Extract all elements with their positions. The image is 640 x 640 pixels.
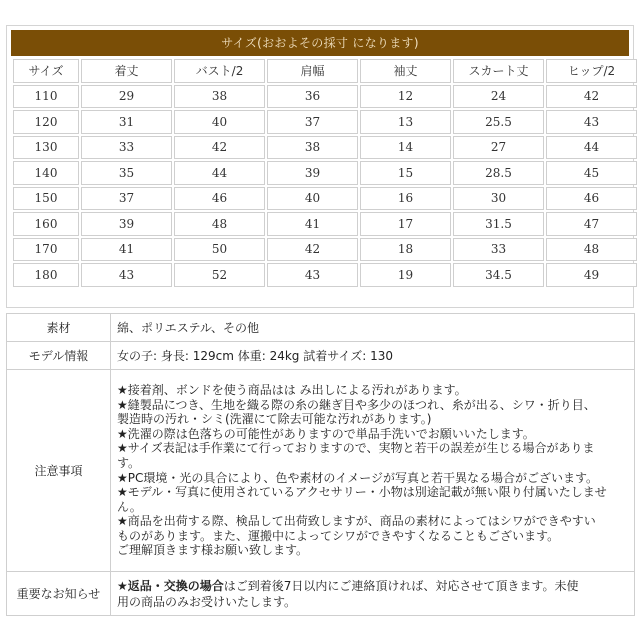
table-cell: 49 <box>546 263 637 287</box>
model-row <box>7 342 635 370</box>
note-line: ★商品を出荷する際、検品して出荷致しますが、商品の素材によってはシワができやすい <box>117 514 596 529</box>
table-cell: 37 <box>81 187 172 211</box>
note-line: ★洗濯の際は色落ちの可能性がありますので単品手洗いでお願いいたします。 <box>117 426 535 441</box>
table-cell: 44 <box>174 161 265 185</box>
important-line <box>117 578 628 594</box>
note-line: ★モデル・写真に使用されているアクセサリー・小物は別途記載が無い限り付属いたしませ <box>117 485 607 500</box>
table-cell: 31 <box>81 110 172 134</box>
table-cell: 35 <box>81 161 172 185</box>
important-row <box>7 572 635 616</box>
table-cell: 44 <box>546 136 637 160</box>
table-cell: 40 <box>174 110 265 134</box>
returns-text: はご到着後7日以内にご連絡頂ければ、対応させて頂きます。未使 <box>223 578 579 593</box>
column-header: 着丈 <box>81 59 172 83</box>
table-cell: 41 <box>81 238 172 262</box>
table-cell: 33 <box>81 136 172 160</box>
table-row <box>13 136 637 160</box>
table-cell: 27 <box>453 136 544 160</box>
table-cell: 25.5 <box>453 110 544 134</box>
table-cell: 17 <box>360 212 451 236</box>
note-line: ★PC環境・光の具合により、色や素材のイメージが写真と若干異なる場合がございます。 <box>117 470 599 485</box>
material-row <box>7 314 635 342</box>
size-cell: 130 <box>13 136 79 160</box>
table-cell: 43 <box>81 263 172 287</box>
table-row <box>13 187 637 211</box>
table-cell: 24 <box>453 85 544 109</box>
model-value: 女の子: 身長: 129cm 体重: 24kg 試着サイズ: 130 <box>111 342 635 370</box>
table-cell: 42 <box>174 136 265 160</box>
table-cell: 39 <box>267 161 358 185</box>
note-line: 製造時の汚れ・シミ(洗濯にて除去可能な汚れがあります。) <box>117 412 432 427</box>
column-header: ヒップ/2 <box>546 59 637 83</box>
table-cell: 46 <box>546 187 637 211</box>
table-cell: 45 <box>546 161 637 185</box>
table-cell: 34.5 <box>453 263 544 287</box>
table-cell: 47 <box>546 212 637 236</box>
important-line: 用の商品のみお受けいたします。 <box>117 594 297 609</box>
table-cell: 38 <box>174 85 265 109</box>
table-cell: 13 <box>360 110 451 134</box>
size-cell: 160 <box>13 212 79 236</box>
table-cell: 29 <box>81 85 172 109</box>
size-cell: 110 <box>13 85 79 109</box>
table-cell: 14 <box>360 136 451 160</box>
note-line: ん。 <box>117 499 142 514</box>
size-cell: 120 <box>13 110 79 134</box>
table-cell: 38 <box>267 136 358 160</box>
table-cell: 43 <box>546 110 637 134</box>
size-cell: 140 <box>13 161 79 185</box>
table-cell: 28.5 <box>453 161 544 185</box>
notes-label: 注意事項 <box>7 370 111 572</box>
size-header-row <box>13 59 637 83</box>
table-row <box>13 110 637 134</box>
table-cell: 50 <box>174 238 265 262</box>
table-cell: 52 <box>174 263 265 287</box>
note-line: ★接着剤、ボンドを使う商品はは み出しによる汚れがあります。 <box>117 382 467 397</box>
table-cell: 46 <box>174 187 265 211</box>
table-row <box>13 238 637 262</box>
model-label: モデル情報 <box>7 342 111 370</box>
note-line: ものがあります。また、運搬中によってシワができやすくなることもございます。 <box>117 528 560 543</box>
note-line: ご理解頂きます様お願い致します。 <box>117 543 309 558</box>
table-cell: 30 <box>453 187 544 211</box>
table-cell: 19 <box>360 263 451 287</box>
important-notice <box>111 574 634 614</box>
table-cell: 16 <box>360 187 451 211</box>
notes-row <box>7 370 635 572</box>
size-grid <box>11 57 639 289</box>
table-cell: 18 <box>360 238 451 262</box>
table-cell: 37 <box>267 110 358 134</box>
table-cell: 15 <box>360 161 451 185</box>
note-line: す。 <box>117 455 141 470</box>
material-label: 素材 <box>7 314 111 342</box>
table-cell: 48 <box>546 238 637 262</box>
product-info-table <box>6 313 635 616</box>
column-header: 袖丈 <box>360 59 451 83</box>
size-cell: 170 <box>13 238 79 262</box>
table-cell: 40 <box>267 187 358 211</box>
table-row <box>13 212 637 236</box>
returns-heading: ★返品・交換の場合 <box>117 578 224 593</box>
table-cell: 39 <box>81 212 172 236</box>
table-cell: 48 <box>174 212 265 236</box>
table-cell: 42 <box>267 238 358 262</box>
table-cell: 12 <box>360 85 451 109</box>
table-cell: 31.5 <box>453 212 544 236</box>
note-line: ★サイズ表記は手作業にて行っておりますので、実物と若干の誤差が生じる場合がありま <box>117 441 595 456</box>
size-table <box>6 25 634 308</box>
column-header: バスト/2 <box>174 59 265 83</box>
table-row <box>13 161 637 185</box>
size-table-title: サイズ(おおよその採寸 になります) <box>11 30 629 56</box>
table-row <box>13 85 637 109</box>
column-header: サイズ <box>13 59 79 83</box>
table-row <box>13 263 637 287</box>
column-header: 肩幅 <box>267 59 358 83</box>
table-cell: 36 <box>267 85 358 109</box>
notes-text <box>111 381 634 560</box>
important-label: 重要なお知らせ <box>7 572 111 616</box>
note-line: ★縫製品につき、生地を織る際の糸の継ぎ目や多少のほつれ、糸が出る、シワ・折り目、 <box>117 397 596 412</box>
material-value: 綿、ポリエステル、その他 <box>111 314 635 342</box>
table-cell: 41 <box>267 212 358 236</box>
notes-cell <box>111 370 635 572</box>
table-cell: 43 <box>267 263 358 287</box>
important-cell <box>111 572 635 616</box>
table-cell: 42 <box>546 85 637 109</box>
column-header: スカート丈 <box>453 59 544 83</box>
size-cell: 180 <box>13 263 79 287</box>
size-cell: 150 <box>13 187 79 211</box>
table-cell: 33 <box>453 238 544 262</box>
